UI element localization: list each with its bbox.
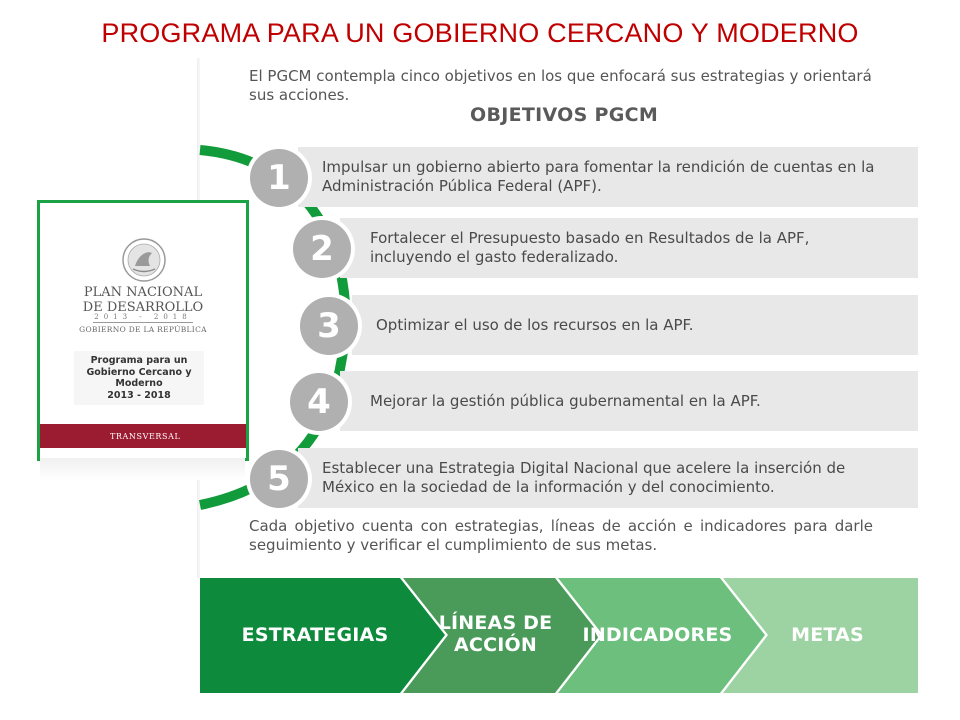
cover-plan-line1: PLAN NACIONAL (83, 285, 203, 300)
national-seal-icon (120, 236, 168, 284)
footer-text: Cada objetivo cuenta con estrategias, líneas de acción e indicadores para darle seguimiento y verificar el cumplimiento de sus metas. (249, 517, 873, 554)
objective-text-2: Fortalecer el Presupuesto basado en Resultados de la APF, incluyendo el gasto federalizado. (370, 229, 810, 266)
step-label-estrategias: ESTRATEGIAS (241, 624, 389, 646)
slide-title: PROGRAMA PARA UN GOBIERNO CERCANO Y MODERNO (101, 18, 859, 48)
step-label-indicadores: INDICADORES (582, 624, 733, 646)
objective-bar-4 (340, 371, 918, 431)
objective-number-4 (286, 369, 352, 435)
objective-bar-2 (340, 218, 918, 278)
cover-plan-title (40, 285, 246, 315)
objective-text-1: Impulsar un gobierno abierto para fomentar la rendición de cuentas en la Administración Pública Federal (APF). (322, 158, 875, 195)
objective-number-3 (296, 293, 362, 359)
objective-number-2 (289, 216, 355, 282)
objective-bar-1 (298, 147, 918, 207)
number-badge: 1 (250, 149, 308, 207)
objectives-heading: OBJETIVOS PGCM (470, 104, 659, 126)
cover-plan-line2: DE DESARROLLO (82, 300, 204, 315)
intro-text: El PGCM contempla cinco objetivos en los que enfocará sus estrategias y orientará sus acciones. (249, 67, 872, 104)
step-label-metas: METAS (791, 624, 864, 646)
number-badge: 3 (300, 297, 358, 355)
objective-bar-3 (352, 295, 918, 355)
cover-divider (93, 322, 193, 323)
objective-text-3: Optimizar el uso de los recursos en la APF. (376, 315, 694, 334)
objective-text-4: Mejorar la gestión pública gubernamental en la APF. (370, 391, 761, 410)
objective-number-5 (246, 446, 312, 512)
objective-bar-5 (298, 448, 918, 508)
objective-number-1 (246, 145, 312, 211)
cover-program-title: Programa para un Gobierno Cercano y Moderno 2013 - 2018 (74, 351, 204, 405)
step-label-lineas: LÍNEAS DE ACCIÓN (438, 612, 553, 656)
number-badge: 4 (290, 373, 348, 431)
document-cover (37, 200, 249, 461)
cover-years: 2013 - 2018 (94, 313, 192, 321)
number-badge: 5 (250, 450, 308, 508)
objective-text-5: Establecer una Estrategia Digital Nacional que acelere la inserción de México en la sociedad de la información y del conocimiento. (322, 459, 846, 496)
cover-reflection (40, 458, 245, 480)
cover-government: GOBIERNO DE LA REPÚBLICA (79, 325, 207, 334)
number-badge: 2 (293, 220, 351, 278)
cover-band: TRANSVERSAL (40, 424, 246, 448)
